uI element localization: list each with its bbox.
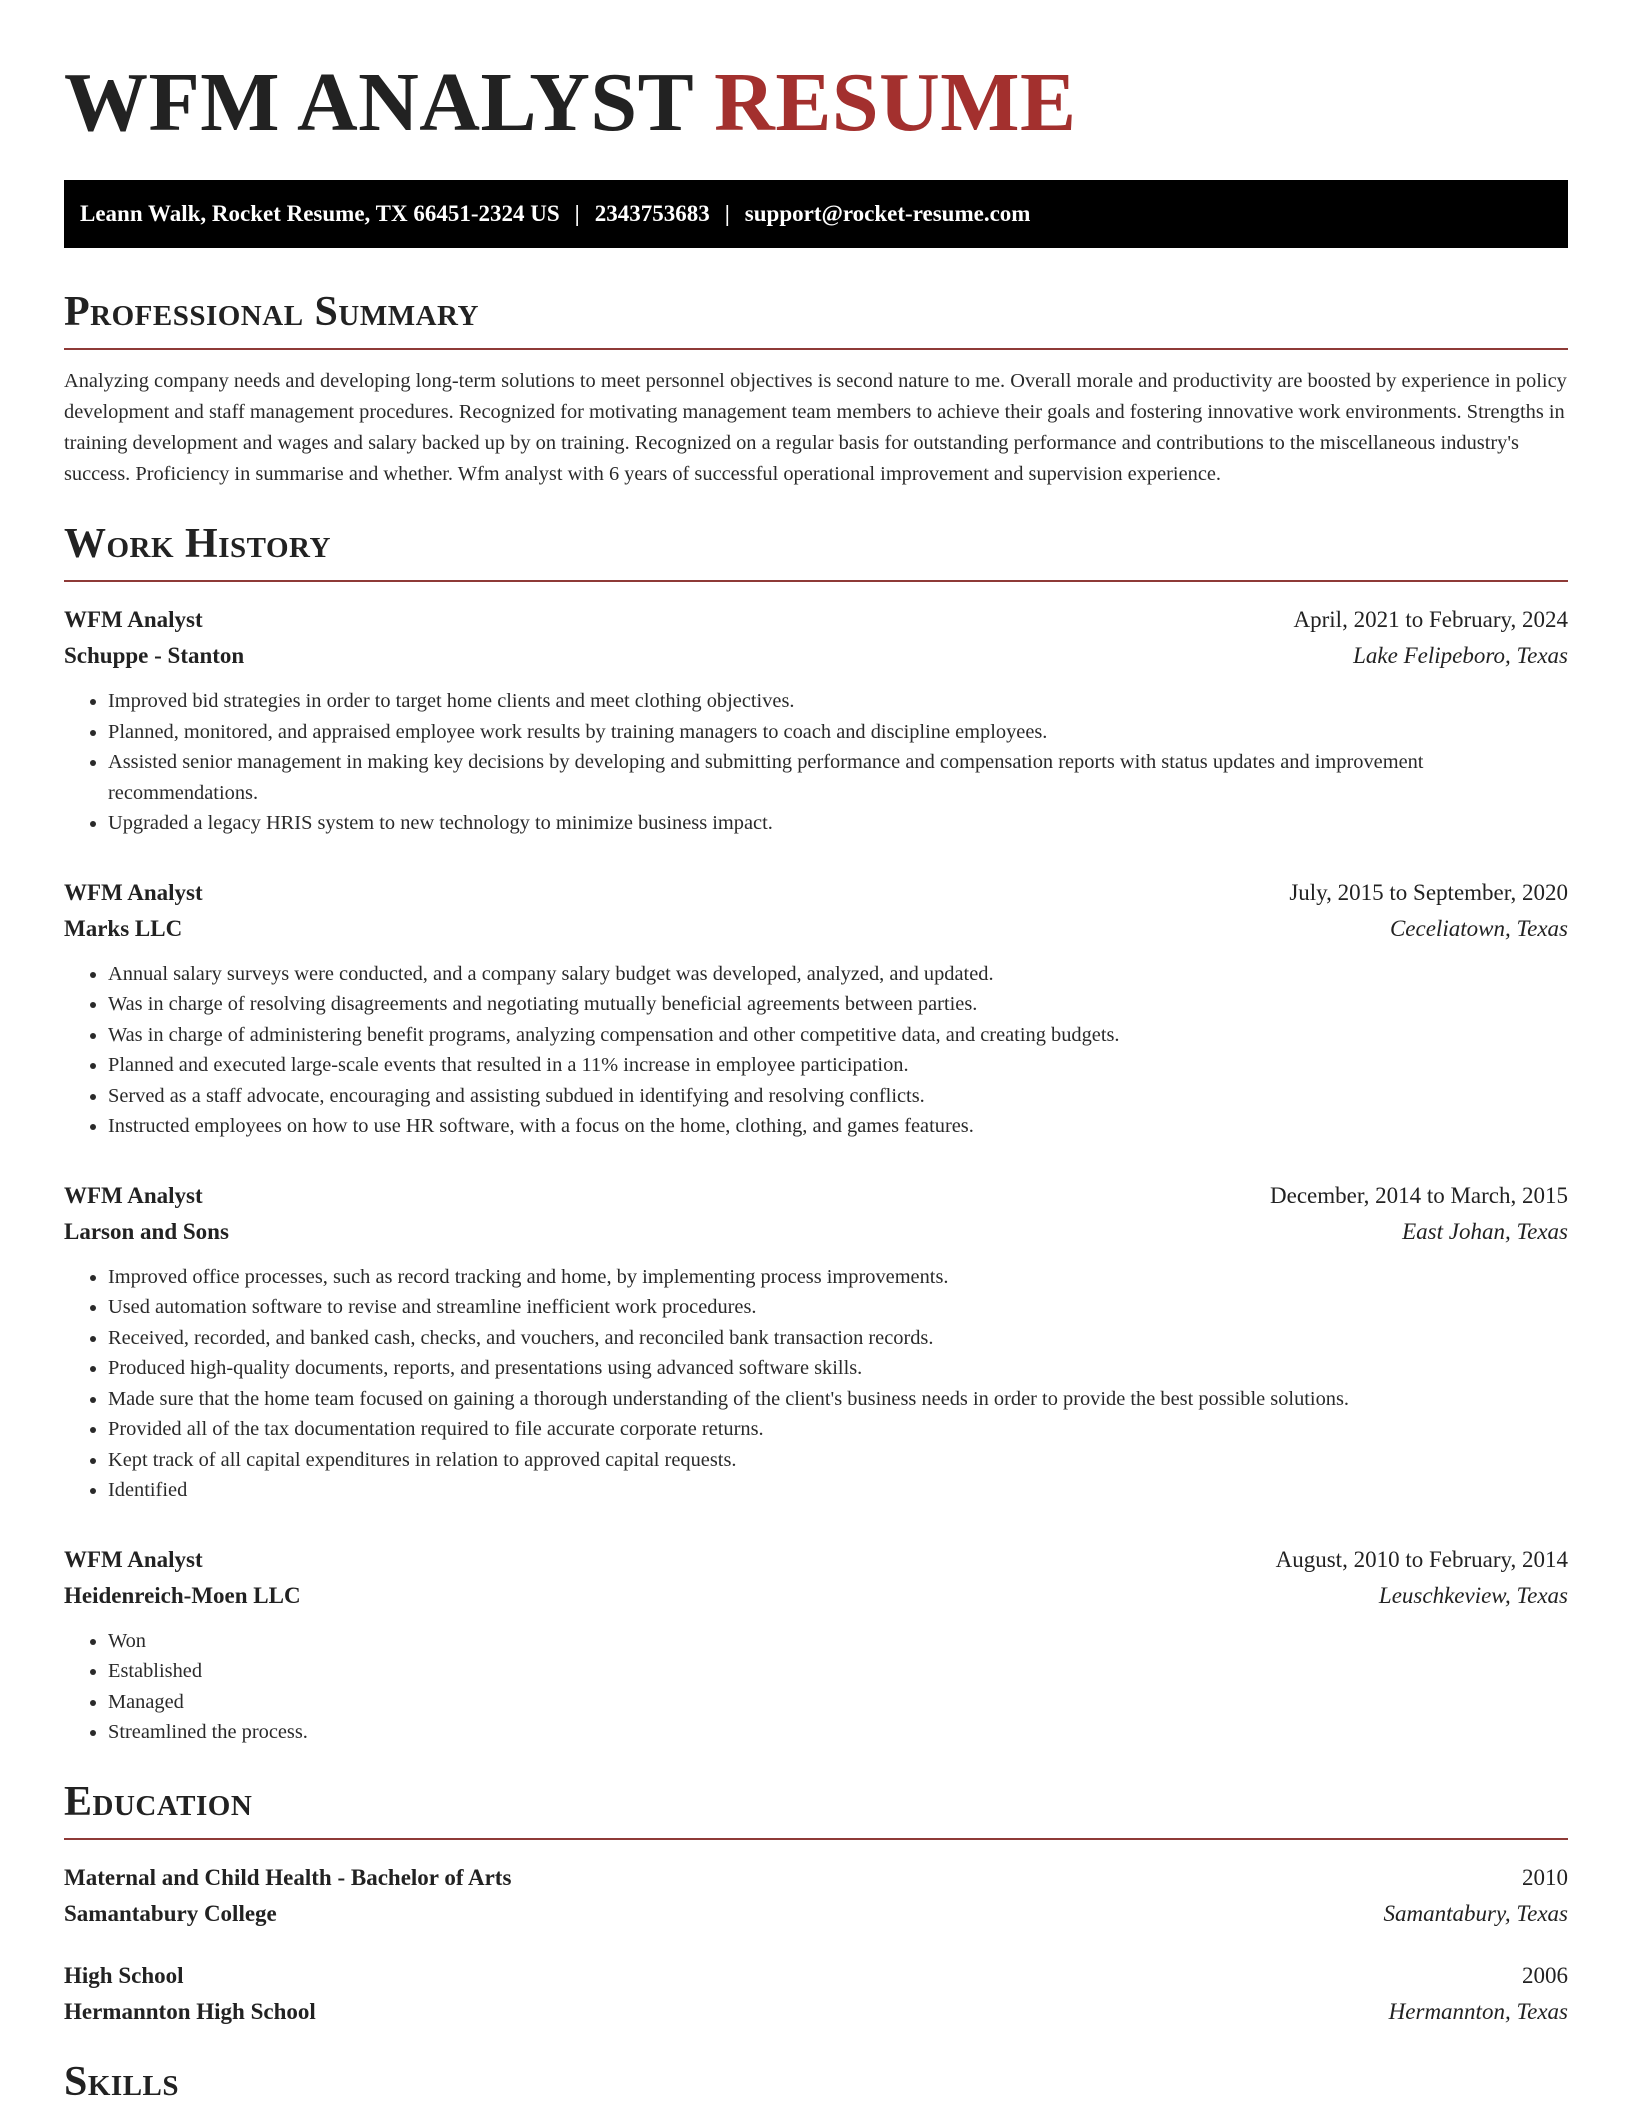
contact-phone: 2343753683 [594,201,710,226]
education-degree: Maternal and Child Health - Bachelor of Arts [64,1864,512,1890]
resume-title [64,54,1568,152]
title-main: WFM ANALYST [64,56,693,149]
education-entry [64,1860,1568,1932]
job-bullet: • Made sure that the home team focused on gaining a thorough understanding of the client's business needs in order to provide the best possible solutions. [108,1384,1568,1415]
job-bullet: • Streamlined the process. [108,1717,1568,1748]
job-bullet: • Received, recorded, and banked cash, checks, and vouchers, and reconciled bank transaction records. [108,1323,1568,1354]
job-company-row [64,1578,1568,1614]
job-entry [64,1178,1568,1506]
job-bullet: • Provided all of the tax documentation required to file accurate corporate returns. [108,1414,1568,1445]
job-dates: July, 2015 to September, 2020 [1289,879,1568,905]
education-year: 2006 [1522,1962,1568,1988]
education-year: 2010 [1522,1864,1568,1890]
education-school-row [64,1994,1568,2030]
education-section [64,1776,1568,2030]
job-bullets [64,686,1568,839]
section-divider [64,1838,1568,1840]
job-title: WFM Analyst [64,1182,203,1208]
title-accent: RESUME [714,56,1077,149]
job-bullet: • Annual salary surveys were conducted, and a company salary budget was developed, analyzed, and updated. [108,959,1568,990]
job-location: Lake Felipeboro, Texas [1353,643,1568,668]
contact-separator: | [724,201,730,226]
job-entry [64,602,1568,839]
education-degree: High School [64,1962,184,1988]
job-header-row [64,1542,1568,1578]
job-bullet: • Improved office processes, such as record tracking and home, by implementing process improvements. [108,1262,1568,1293]
job-bullet: • Established [108,1656,1568,1687]
education-school: Hermannton High School [64,1998,316,2024]
job-title: WFM Analyst [64,607,203,632]
job-bullets [64,1626,1568,1748]
job-dates: April, 2021 to February, 2024 [1293,607,1568,632]
job-location: East Johan, Texas [1402,1218,1568,1244]
job-bullet: • Identified [108,1475,1568,1506]
job-bullet: • Produced high-quality documents, reports, and presentations using advanced software skills. [108,1353,1568,1384]
job-company: Marks LLC [64,915,183,941]
section-heading: Education [64,1778,253,1825]
contact-separator: | [574,201,580,226]
job-entry [64,1542,1568,1748]
job-company-row [64,1214,1568,1250]
job-bullet: • Used automation software to revise and streamline inefficient work procedures. [108,1292,1568,1323]
education-location: Hermannton, Texas [1388,1998,1568,2024]
job-company: Schuppe - Stanton [64,643,245,668]
job-bullet: • Was in charge of administering benefit programs, analyzing compensation and other competitive data, and creating budgets. [108,1020,1568,1051]
contact-address: Leann Walk, Rocket Resume, TX 66451-2324 US [80,201,560,226]
contact-email: support@rocket-resume.com [744,201,1031,226]
job-company-row [64,638,1568,674]
education-location: Samantabury, Texas [1383,1900,1568,1926]
job-bullets [64,1262,1568,1506]
job-bullet: • Upgraded a legacy HRIS system to new technology to minimize business impact. [108,808,1568,839]
section-heading: Work History [64,521,331,567]
job-title: WFM Analyst [64,1546,203,1572]
job-title: WFM Analyst [64,879,203,905]
job-bullet: • Kept track of all capital expenditures in relation to approved capital requests. [108,1445,1568,1476]
job-company: Heidenreich-Moen LLC [64,1582,301,1608]
job-header-row [64,602,1568,638]
education-header-row [64,1860,1568,1896]
job-bullets [64,959,1568,1142]
section-heading: Skills [64,2058,180,2105]
job-dates: August, 2010 to February, 2014 [1275,1546,1568,1572]
summary-text: Analyzing company needs and developing long-term solutions to meet personnel objectives is second nature to me. Overall morale and productivity are boosted by experience in policy development and staff management procedures. Recognized for motivating management team members to achieve their goals and fostering innovative work environments. Strengths in training development and wages and salary backed up by on training. Recognized on a regular basis for outstanding performance and contributions to the miscellaneous industry's success. Proficiency in summarise and whether. Wfm analyst with 6 years of successful operational improvement and supervision experience. [64,370,1567,485]
job-header-row [64,875,1568,911]
professional-summary-section [64,286,1568,490]
section-divider [64,348,1568,350]
education-header-row [64,1958,1568,1994]
job-location: Ceceliatown, Texas [1389,915,1568,941]
job-entry [64,875,1568,1142]
education-entry [64,1958,1568,2030]
section-heading: Professional Summary [64,289,479,335]
work-history-section [64,518,1568,1748]
contact-bar [64,180,1568,248]
job-company-row [64,911,1568,947]
job-company: Larson and Sons [64,1218,229,1244]
job-bullet: • Managed [108,1687,1568,1718]
job-bullet: • Planned and executed large-scale events that resulted in a 11% increase in employee participation. [108,1050,1568,1081]
education-school: Samantabury College [64,1900,277,1926]
job-header-row [64,1178,1568,1214]
skills-section [64,2056,1568,2108]
job-bullet: • Was in charge of resolving disagreements and negotiating mutually beneficial agreements between parties. [108,989,1568,1020]
job-bullet: • Planned, monitored, and appraised employee work results by training managers to coach and discipline employees. [108,717,1568,748]
job-bullet: • Instructed employees on how to use HR software, with a focus on the home, clothing, and games features. [108,1111,1568,1142]
job-bullet: • Improved bid strategies in order to target home clients and meet clothing objectives. [108,686,1568,717]
job-bullet: • Assisted senior management in making key decisions by developing and submitting performance and compensation reports with status updates and improvement recommendations. [108,747,1568,808]
section-divider [64,580,1568,582]
job-bullet: • Won [108,1626,1568,1657]
job-bullet: • Served as a staff advocate, encouraging and assisting subdued in identifying and resolving conflicts. [108,1081,1568,1112]
education-school-row [64,1896,1568,1932]
job-dates: December, 2014 to March, 2015 [1270,1182,1568,1208]
job-location: Leuschkeview, Texas [1378,1582,1568,1608]
